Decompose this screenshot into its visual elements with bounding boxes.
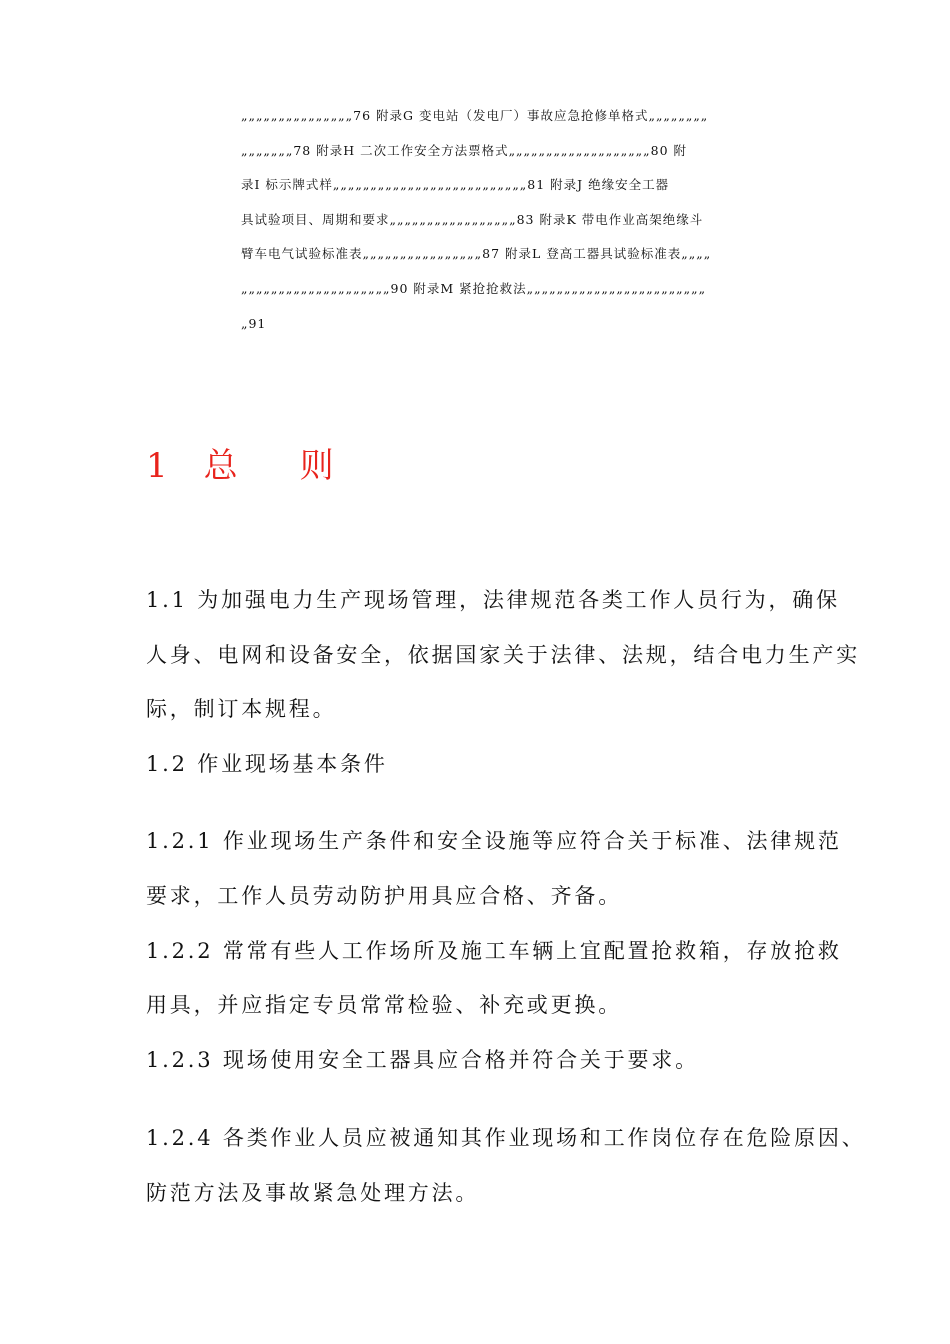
chapter-word-1: 总 (203, 446, 238, 486)
section-1-2-3-line-1: 1.2.3 现场使用安全工器具应合格并符合关于要求。 (146, 1048, 699, 1072)
table-of-contents (241, 104, 731, 346)
section-1-2-1-line-2: 要求，工作人员劳动防护用具应合格、齐备。 (146, 884, 622, 908)
section-1-1-line-2: 人身、电网和设备安全，依据国家关于法律、法规，结合电力生产实 (146, 643, 860, 667)
section-1-2-2-line-2: 用具，并应指定专员常常检验、补充或更换。 (146, 993, 622, 1017)
section-1-2-1-line-1: 1.2.1 作业现场生产条件和安全设施等应符合关于标准、法律规范 (146, 829, 842, 853)
section-1-1-line-3: 际，制订本规程。 (146, 697, 337, 721)
toc-line: 录I 标示牌式样„„„„„„„„„„„„„„„„„„„„„„„„„„81 附录J 绝缘安全工器 (241, 177, 670, 193)
toc-line: 具试验项目、周期和要求„„„„„„„„„„„„„„„„„83 附录K 带电作业高架绝缘斗 (241, 211, 704, 227)
chapter-number: 1 (146, 446, 168, 486)
toc-line: „91 (241, 315, 267, 331)
section-1-1-line-1: 1.1 为加强电力生产现场管理，法律规范各类工作人员行为，确保 (146, 588, 840, 612)
toc-line: „„„„„„„78 附录H 二次工作安全方法票格式„„„„„„„„„„„„„„„„„„„80 附 (241, 142, 688, 158)
toc-line: 臂车电气试验标准表„„„„„„„„„„„„„„„„87 附录L 登高工器具试验标准表„„„„ (241, 246, 712, 262)
section-1-2-2-line-1: 1.2.2 常常有些人工作场所及施工车辆上宜配置抢救箱，存放抢救 (146, 939, 842, 963)
section-1-2-4-line-1: 1.2.4 各类作业人员应被通知其作业现场和工作岗位存在危险原因、 (146, 1126, 866, 1150)
section-1-2-4-line-2: 防范方法及事故紧急处理方法。 (146, 1181, 480, 1205)
toc-line: „„„„„„„„„„„„„„„„„„„„90 附录M 紧抢抢救法„„„„„„„„„„„„„„„„„„„„„„„„ (241, 280, 707, 296)
chapter-title (146, 444, 334, 488)
chapter-word-2: 则 (299, 446, 334, 486)
section-1-2-heading: 1.2 作业现场基本条件 (146, 752, 388, 776)
toc-line: „„„„„„„„„„„„„„„76 附录G 变电站（发电厂）事故应急抢修单格式„„„„„„„„ (241, 108, 709, 123)
